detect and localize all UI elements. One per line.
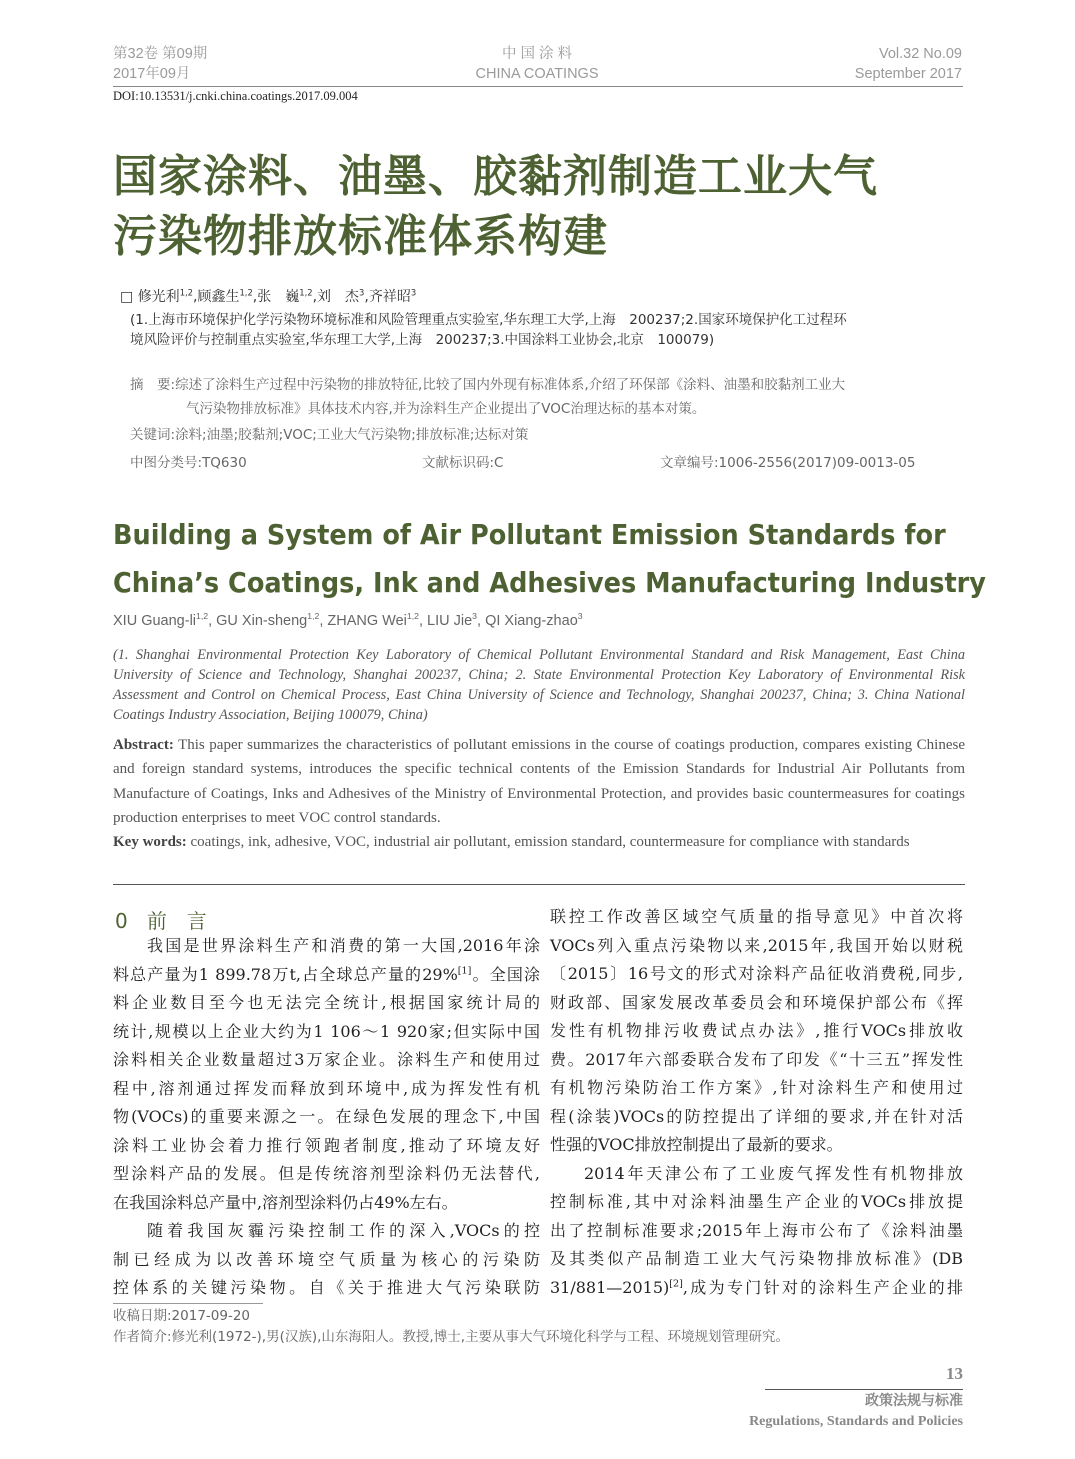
abstract-en [113, 733, 965, 854]
body-text: 控制标准,其中对涂料油墨生产企业的VOCs排放提 [550, 1192, 963, 1211]
title-cn-line: 国家涂料、油墨、胶黏剂制造工业大气 [113, 151, 878, 202]
issue-date-cn: 2017年09月 [113, 66, 191, 82]
author-name: 修光利 [137, 289, 180, 305]
body-text: 程(涂装)VOCs的防控提出了详细的要求,并在针对活 [550, 1106, 963, 1126]
body-text: 料总产量为1 899.78万t,占全球总产量的29% [113, 964, 458, 984]
affiliation-cn-line: (1.上海市环境保护化学污染物环境标准和风险管理重点实验室,华东理工大学,上海 200237;2.国家环境保护化工过程环 [130, 312, 847, 328]
citation: [1] [457, 965, 472, 977]
affiliation-en: (1. Shanghai Environmental Protection Key Laboratory of Chemical Pollutant Environmental Standard and Risk Management, East China University of Science and Technology, Shanghai 200237, China; 2. State Environmental Protection Key Laboratory of Environmental Risk Assessment and Control on Chemical Process, East China University of Science and Technology, Shanghai 200237, China; 3. China National Coatings Industry Association, Beijing 100079, China) [113, 647, 965, 723]
body-text: 联控工作改善区域空气质量的指导意见》中首次将 [550, 907, 963, 926]
author-name: ZHANG Wei [327, 613, 407, 629]
abstract-cn-text: 气污染物排放标准》具体技术内容,并为涂料生产企业提出了VOC治理达标的基本对策。 [186, 401, 706, 417]
author-bio: 作者简介:修光利(1972-),男(汉族),山东海阳人。教授,博士,主要从事大气环境化科学与工程、环境规划管理研究。 [113, 1329, 790, 1345]
author-separator: , [477, 613, 486, 629]
body-text: 制已经成为以改善环境空气质量为核心的污染防 [113, 1249, 540, 1269]
body-line [550, 1074, 963, 1103]
body-text: 随着我国灰霾污染控制工作的深入,VOCs的控 [147, 1221, 540, 1240]
abstract-en-text: This paper summarizes the characteristics of pollutant emissions in the course of coatings production, compares existing Chinese and foreign standard systems, introduces the specific technical contents of the Emission Standards for Industrial Air Pollutants from Manufacture of Coatings, Inks and Adhesives of the Ministry of Environmental Protection, and provides basic countermeasures for coatings production enterprises to meet VOC control standards. [113, 737, 965, 826]
body-line [550, 989, 963, 1018]
body-text: 有机物污染防治工作方案》,针对涂料生产和使用过 [550, 1078, 963, 1097]
body-text: 费。2017年六部委联合发布了印发《“十三五”挥发性 [550, 1049, 963, 1069]
body-line [113, 1046, 540, 1075]
title-cn [113, 147, 878, 267]
authors-cn [120, 287, 416, 307]
body-text: 控体系的关键污染物。自《关于推进大气污染联防 [113, 1278, 540, 1297]
journal-name-en: CHINA COATINGS [475, 66, 599, 82]
footer-rule [765, 1389, 963, 1390]
body-text: 涂料相关企业数量超过3万家企业。涂料生产和使用过 [113, 1050, 540, 1069]
author-affiliation-sup: 1,2 [406, 611, 419, 622]
body-line [113, 932, 540, 961]
body-line [550, 1188, 963, 1217]
body-line [113, 1274, 540, 1303]
body-line [113, 1246, 540, 1275]
body-line [113, 1018, 540, 1047]
title-cn-line: 污染物排放标准体系构建 [113, 211, 608, 262]
author-separator: , [364, 289, 369, 305]
journal-issue-en [855, 44, 962, 84]
journal-name [437, 44, 637, 84]
author-separator: , [208, 613, 217, 629]
section-title: 前 言 [146, 909, 207, 933]
body-line [550, 1217, 963, 1246]
body-text: 在我国涂料总产量中,溶剂型涂料仍占49%左右。 [113, 1192, 458, 1212]
author-affiliation-sup: 3 [410, 287, 417, 298]
body-text: 性强的VOC排放控制提出了最新的要求。 [550, 1135, 843, 1154]
abstract-en-label: Abstract: [113, 737, 174, 753]
body-line [113, 1189, 540, 1218]
body-line [113, 1160, 540, 1189]
doi: DOI:10.13531/j.cnki.china.coatings.2017.09.004 [113, 89, 358, 103]
body-line [550, 903, 963, 932]
body-line [113, 1132, 540, 1161]
title-en [113, 511, 986, 607]
footnotes [113, 1306, 789, 1348]
author-affiliation-sup: 3 [359, 287, 365, 298]
footer-section-en: Regulations, Standards and Policies [749, 1414, 963, 1429]
body-text: 型涂料产品的发展。但是传统溶剂型涂料仍无法替代, [113, 1164, 540, 1183]
body-line [113, 989, 540, 1018]
citation: [2] [669, 1278, 683, 1290]
keywords-cn-label: 关键词: [130, 427, 176, 443]
body-text: 统计,规模以上企业大约为1 106～1 920家;但实际中国 [113, 1021, 540, 1041]
article-number: 文章编号:1006-2556(2017)09-0013-05 [660, 455, 916, 471]
body-text: 发性有机物排污收费试点办法》,推行VOCs排放收 [550, 1021, 963, 1040]
author-affiliation-sup: 1,2 [196, 611, 209, 622]
volume-issue-en: Vol.32 No.09 [878, 46, 962, 62]
body-line [550, 1131, 963, 1160]
body-line [550, 1245, 963, 1274]
author-affiliation-sup: 1,2 [307, 611, 320, 622]
body-line [113, 961, 540, 990]
body-line [550, 1046, 963, 1075]
body-text: 31/881—2015) [550, 1277, 670, 1297]
body-right-column [550, 903, 963, 1302]
journal-issue-cn [113, 44, 207, 84]
keywords-cn: 涂料;油墨;胶黏剂;VOC;工业大气污染物;排放标准;达标对策 [175, 427, 529, 443]
body-text: 料企业数目至今也无法完全统计,根据国家统计局的 [113, 993, 540, 1012]
body-line [550, 1103, 963, 1132]
body-line [550, 932, 963, 961]
body-text: 财政部、国家发展改革委员会和环境保护部公布《挥 [550, 992, 963, 1012]
author-name: 齐祥昭 [368, 289, 411, 305]
author-affiliation-sup: 1,2 [299, 287, 313, 298]
author-marker: □ [120, 289, 138, 305]
body-text: 出了控制标准要求;2015年上海市公布了《涂料油墨 [550, 1220, 963, 1240]
abstract-cn-text: 综述了涂料生产过程中污染物的排放特征,比较了国内外现有标准体系,介绍了环保部《涂料、油墨和胶黏剂工业大 [175, 377, 846, 393]
author-name: QI Xiang-zhao [485, 613, 578, 629]
abstract-cn-label: 摘 要: [130, 377, 176, 393]
body-text: 我国是世界涂料生产和消费的第一大国,2016年涂 [147, 936, 540, 955]
author-separator: , [319, 613, 328, 629]
volume-issue: 第32卷 第09期 [113, 46, 208, 62]
footer-section-cn: 政策法规与标准 [865, 1394, 963, 1409]
body-text: 及其类似产品制造工业大气污染物排放标准》(DB [550, 1249, 963, 1268]
document-code: 文献标识码:C [422, 455, 504, 471]
body-line [113, 1103, 540, 1132]
keywords-en: coatings, ink, adhesive, VOC, industrial air pollutant, emission standard, countermeasure for compliance with standards [190, 834, 910, 851]
authors-en [113, 613, 583, 629]
author-separator: , [252, 289, 258, 305]
received-date: 收稿日期:2017-09-20 [113, 1308, 251, 1324]
body-line [550, 960, 963, 989]
body-text: 。全国涂 [471, 964, 540, 984]
author-separator: , [418, 613, 428, 629]
affiliation-cn-line: 境风险评价与控制重点实验室,华东理工大学,上海 200237;3.中国涂料工业协会,北京 100079) [130, 332, 715, 348]
author-name: LIU Jie [427, 613, 473, 629]
body-text: 程中,溶剂通过挥发而释放到环境中,成为挥发性有机 [113, 1078, 540, 1098]
author-affiliation-sup: 1,2 [239, 287, 253, 298]
header-rule [113, 86, 963, 87]
author-separator: , [193, 289, 198, 305]
body-text: 物(VOCs)的重要来源之一。在绿色发展的理念下,中国 [113, 1107, 540, 1126]
author-name: GU Xin-sheng [216, 613, 308, 629]
title-en-line: Building a System of Air Pollutant Emission Standards for [113, 519, 946, 551]
title-en-line: China’s Coatings, Ink and Adhesives Manufacturing Industry [113, 567, 986, 599]
author-name: 张 巍 [257, 289, 300, 305]
author-name: XIU Guang-li [113, 613, 197, 629]
body-line [550, 1017, 963, 1046]
abstract-cn [130, 373, 970, 475]
affiliation-cn [130, 310, 970, 350]
footer-section [749, 1392, 963, 1432]
author-separator: , [312, 289, 318, 305]
body-left-column [113, 932, 540, 1303]
body-text: 2014年天津公布了工业废气挥发性有机物排放 [584, 1163, 963, 1183]
body-line [113, 1217, 540, 1246]
section-heading [115, 905, 207, 934]
body-text: 涂料工业协会着力推行领跑者制度,推动了环境友好 [113, 1135, 540, 1155]
author-name: 刘 杰 [317, 289, 360, 305]
body-line [550, 1274, 963, 1303]
author-affiliation-sup: 1,2 [179, 287, 194, 298]
footnote-rule [113, 1303, 263, 1304]
page-number: 13 [946, 1364, 963, 1383]
journal-name-cn: 中 国 涂 料 [501, 46, 573, 62]
issue-date-en: September 2017 [854, 66, 962, 82]
author-affiliation-sup: 3 [577, 611, 583, 622]
body-text: ,成为专门针对的涂料生产企业的排 [682, 1277, 963, 1297]
abstract-rule [113, 884, 965, 885]
body-line [550, 1160, 963, 1189]
keywords-en-label: Key words: [113, 834, 187, 851]
body-line [113, 1075, 540, 1104]
author-affiliation-sup: 3 [472, 611, 477, 622]
section-number: 0 [115, 909, 128, 933]
clc-number: 中图分类号:TQ630 [130, 455, 247, 471]
body-text: VOCs列入重点污染物以来,2015年,我国开始以财税 [550, 935, 963, 955]
body-text: 〔2015〕16号文的形式对涂料产品征收消费税,同步, [550, 964, 963, 983]
author-name: 顾鑫生 [197, 289, 240, 305]
